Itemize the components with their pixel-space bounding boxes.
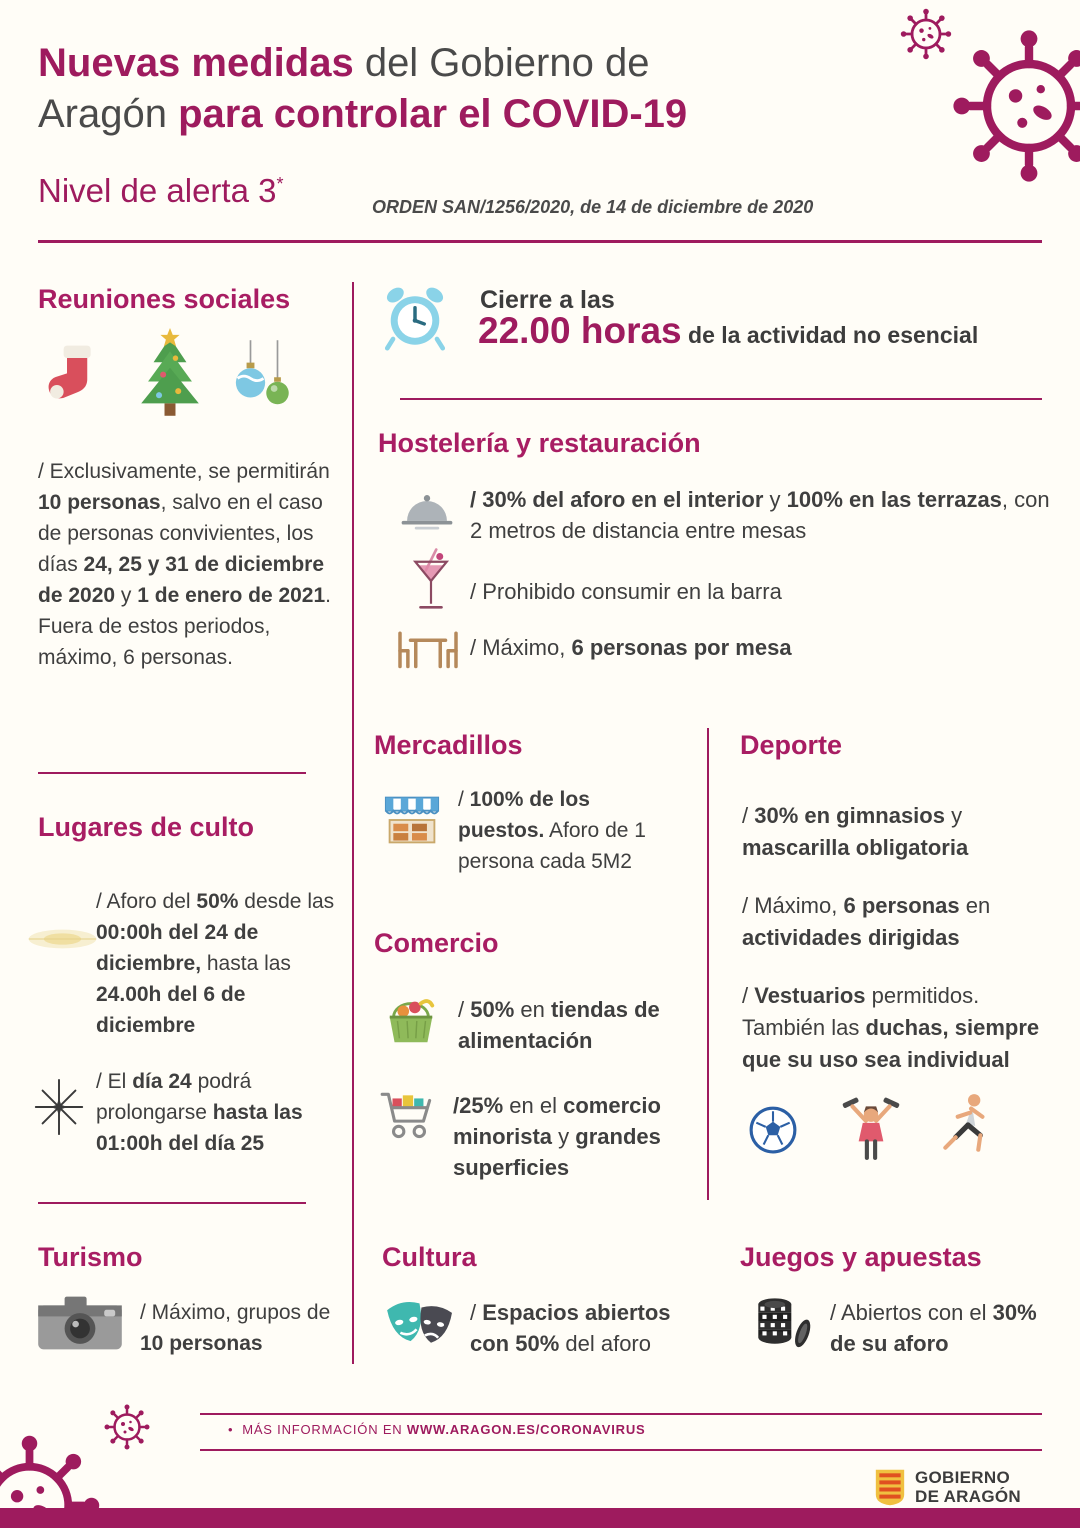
food-service-icon: [398, 488, 456, 532]
hosteleria-item: / 30% del aforo en el interior y 100% en las terrazas, con 2 metros de distancia entre mesas: [470, 487, 1050, 543]
reuniones-body: / Exclusivamente, se permitirán 10 personas, salvo en el caso de personas convivientes, los días 24, 25 y 31 de diciembre de 2020 y 1 de enero de 2021. Fuera de estos periodos, máximo, 6 personas.: [38, 460, 332, 669]
alert-level: [38, 172, 283, 210]
deporte-item: / Vestuarios permitidos. También las duchas, siempre que su uso sea individual: [742, 983, 1040, 1072]
page-title: Nuevas medidas del Gobierno de Aragón para controlar el COVID-19: [38, 41, 688, 136]
comercio-item: / 50% en tiendas de alimentación: [458, 997, 660, 1053]
culto-item: / Aforo del 50% desde las 00:00h del 24 de diciembre, hasta las 24.00h del 6 de diciembre: [96, 890, 335, 1037]
shopping-cart-icon: [376, 1086, 442, 1148]
footer-info-prefix: MÁS INFORMACIÓN EN: [242, 1422, 407, 1437]
soccer-ball-icon: [748, 1105, 798, 1155]
sun-glow-icon: [25, 915, 100, 963]
christmas-stocking-icon: [40, 340, 112, 412]
bottom-bar: [0, 1508, 1080, 1528]
virus-icon: [945, 22, 1080, 190]
theater-masks-icon: [382, 1296, 458, 1358]
order-reference: ORDEN SAN/1256/2020, de 14 de diciembre de 2020: [372, 197, 814, 217]
running-icon: [935, 1090, 1001, 1160]
weightlifting-icon: [838, 1092, 904, 1162]
vertical-divider: [707, 728, 709, 1200]
christmas-ornaments-icon: [228, 340, 300, 419]
deporte-item: / Máximo, 6 personas en actividades dirigidas: [742, 893, 991, 950]
alert-asterisk: *: [276, 174, 284, 194]
alarm-clock-icon: [378, 280, 452, 354]
section-title-deporte: Deporte: [740, 730, 843, 760]
alert-level-text: Nivel de alerta 3: [38, 172, 277, 209]
cierre-time: 22.00 horas: [478, 310, 682, 351]
footer-info-url[interactable]: WWW.ARAGON.ES/CORONAVIRUS: [406, 1422, 646, 1437]
comercio-item: /25% en el comercio minorista y grandes superficies: [453, 1093, 661, 1180]
logo-line2: DE ARAGÓN: [915, 1486, 1021, 1506]
footer-info: [228, 1422, 646, 1437]
section-title-culto: Lugares de culto: [38, 812, 255, 842]
cierre-rest: de la actividad no esencial: [681, 322, 979, 348]
section-title-turismo: Turismo: [38, 1242, 143, 1272]
food-basket-icon: [380, 990, 442, 1048]
hosteleria-item: / Máximo, 6 personas por mesa: [470, 635, 792, 660]
camera-icon: [36, 1292, 124, 1354]
header-divider: [38, 240, 1042, 243]
cierre-detail: [478, 310, 1048, 352]
footer-divider-top: [200, 1413, 1042, 1415]
aragon-shield-icon: [874, 1468, 906, 1507]
section-title-reuniones: Reuniones sociales: [38, 284, 291, 314]
juegos-item: / Abiertos con el 30% de su aforo: [830, 1300, 1037, 1356]
deporte-item: / 30% en gimnasios y mascarilla obligatoria: [742, 803, 969, 860]
culto-item: / El día 24 podrá prolongarse hasta las 01:00h del día 25: [96, 1070, 303, 1155]
vertical-divider: [352, 282, 354, 1364]
virus-icon: [102, 1402, 152, 1452]
section-title-comercio: Comercio: [374, 928, 499, 958]
section-title-hosteleria: Hostelería y restauración: [378, 428, 701, 458]
table-chairs-icon: [396, 628, 460, 670]
cultura-item: / Espacios abiertos con 50% del aforo: [470, 1300, 671, 1356]
turismo-item: / Máximo, grupos de 10 personas: [140, 1301, 331, 1355]
divider: [38, 1202, 306, 1204]
cocktail-icon: [410, 542, 452, 620]
footer-divider-bottom: [200, 1449, 1042, 1451]
star-icon: [30, 1078, 88, 1136]
cierre-intro: Cierre a las: [480, 286, 615, 314]
christmas-tree-icon: [126, 328, 214, 424]
poker-chips-icon: [748, 1290, 814, 1352]
footer-bullet: •: [228, 1422, 234, 1437]
section-title-juegos: Juegos y apuestas: [740, 1242, 982, 1272]
divider: [400, 398, 1042, 400]
mercadillos-item: / 100% de los puestos. Aforo de 1 persona cada 5M2: [458, 788, 646, 873]
divider: [38, 772, 306, 774]
section-title-mercadillos: Mercadillos: [374, 730, 523, 760]
logo-line1: GOBIERNO: [915, 1467, 1010, 1487]
gobierno-aragon-logo: [874, 1468, 1021, 1507]
market-stall-icon: [382, 792, 442, 848]
hosteleria-item: / Prohibido consumir en la barra: [470, 579, 782, 604]
section-title-cultura: Cultura: [382, 1242, 477, 1272]
